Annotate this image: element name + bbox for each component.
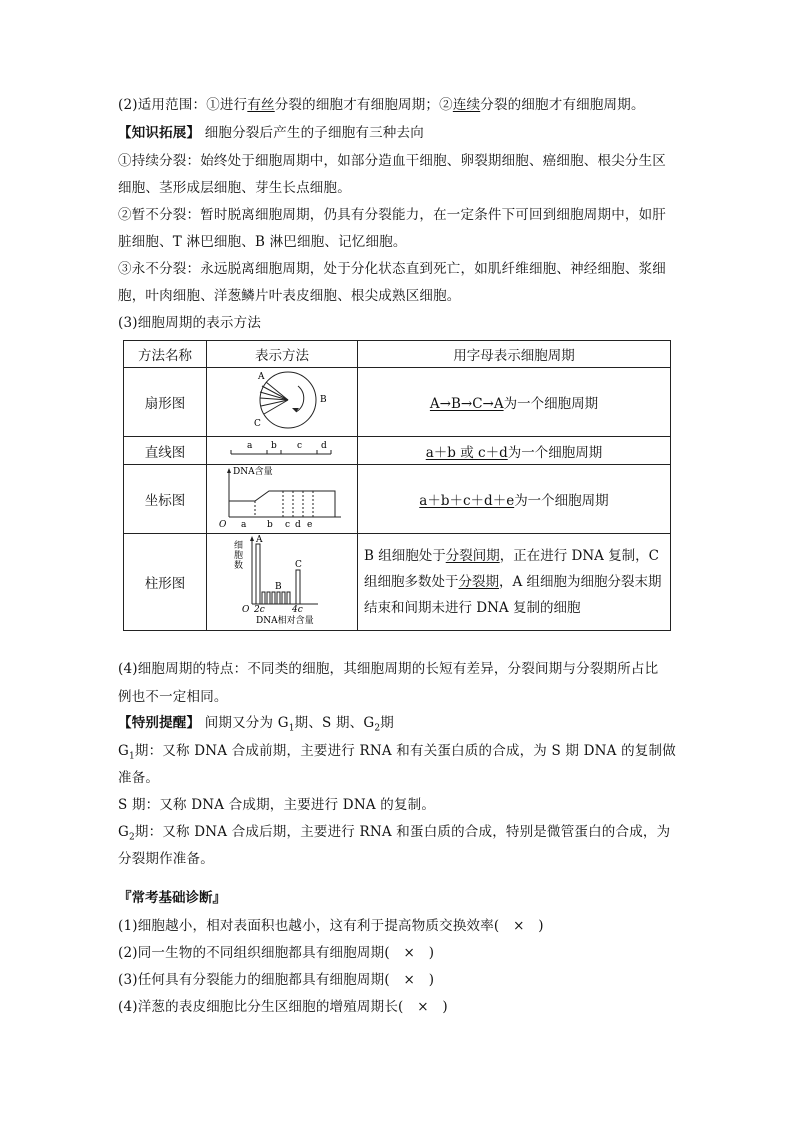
table-row-linear	[124, 437, 671, 465]
table-row-coordinate	[124, 465, 671, 534]
g2-line-1	[118, 823, 678, 847]
arrow-head-icon	[250, 536, 254, 541]
scope-text: (2)适用范围：①进行	[118, 97, 248, 113]
linear-cycle-letters: a＋b 或 c＋d	[425, 444, 508, 461]
pie-description	[358, 368, 671, 437]
knowledge-item-3-line-2: 胞，叶肉细胞、洋葱鳞片叶表皮细胞、根尖成熟区细胞。	[118, 288, 461, 304]
coord-label-b: b	[267, 520, 273, 529]
subscript-1: 1	[128, 751, 135, 762]
knowledge-title: 细胞分裂后产生的子细胞有三种去向	[204, 125, 424, 141]
coord-origin-label: O	[219, 520, 227, 529]
special-heading	[118, 714, 678, 738]
bar-diagram-cell	[207, 534, 358, 631]
coord-y-label: DNA含量	[233, 467, 273, 477]
bar-diagram	[232, 534, 332, 626]
pie-label-c: C	[254, 419, 261, 429]
section-4-line-2: 例也不一定相同。	[118, 689, 228, 705]
bar-origin-label: O	[242, 605, 250, 615]
linear-description	[358, 437, 671, 465]
scope-paragraph	[118, 96, 678, 114]
pie-radius	[264, 400, 288, 414]
table-header: 方法名称	[124, 341, 207, 368]
special-title-text: 期	[380, 715, 394, 731]
linear-label-c: c	[297, 440, 303, 451]
diagnosis-item-3: (3)任何具有分裂能力的细胞都具有细胞周期( × )	[118, 972, 435, 988]
bar-group-b	[287, 592, 290, 604]
g1-line-1	[118, 742, 678, 766]
bar-description	[358, 534, 671, 631]
linear-label-b: b	[271, 440, 277, 451]
method-name: 扇形图	[124, 368, 207, 437]
knowledge-tag: 【知识拓展】	[118, 125, 201, 141]
knowledge-item-1-line-2: 细胞、茎形成层细胞、芽生长点细胞。	[118, 180, 351, 196]
arrow-head-icon	[227, 468, 231, 473]
g1-line-2: 准备。	[118, 770, 160, 786]
coord-label-a: a	[241, 520, 247, 529]
arrow-head-icon	[292, 408, 299, 412]
linear-cycle-text: 为一个细胞周期	[507, 444, 603, 461]
bar-group-c	[296, 570, 300, 604]
scope-text: 分裂的细胞才有细胞周期；②	[274, 97, 453, 113]
g1-text: 期：又称 DNA 合成前期，主要进行 RNA 和有关蛋白质的合成，为 S 期 DNA 的复制做	[134, 743, 676, 759]
g2-label: G	[118, 824, 129, 840]
bar-y-label: 数	[234, 561, 244, 571]
table-row-pie	[124, 368, 671, 437]
cell-cycle-methods-table	[123, 340, 671, 631]
bar-y-label: 细	[234, 541, 244, 551]
coord-cycle-letters: a＋b＋c＋d＋e	[419, 493, 515, 509]
subscript-2: 2	[374, 723, 381, 734]
bar-tick-4c: 4c	[292, 605, 303, 615]
scope-underline-mitosis: 有丝	[247, 97, 275, 113]
special-title-text: 间期又分为 G	[204, 715, 289, 731]
coord-dna-curve	[229, 491, 335, 517]
pie-cycle-text: 为一个细胞周期	[503, 396, 599, 412]
linear-diagram	[227, 438, 337, 460]
pie-cycle-letters: A→B→C→A	[429, 396, 504, 412]
diagnosis-item-2: (2)同一生物的不同组织细胞都具有细胞周期( × )	[118, 945, 435, 961]
g2-text: 期：又称 DNA 合成后期，主要进行 RNA 和蛋白质的合成，特别是微管蛋白的合成，为	[134, 824, 671, 840]
scope-underline-continuous: 连续	[452, 97, 481, 113]
bar-desc-text: ，A 组细胞为细胞分裂末期结束和间期未进行 DNA 复制的细胞	[364, 574, 662, 616]
coordinate-description	[358, 465, 671, 534]
scope-text: 分裂的细胞才有细胞周期。	[480, 97, 645, 113]
table-header: 表示方法	[207, 341, 358, 368]
section-3-title: (3)细胞周期的表示方法	[118, 315, 262, 331]
pie-diagram-cell	[207, 368, 358, 437]
diagnosis-title: 『常考基础诊断』	[118, 890, 226, 906]
section-4-line-1: (4)细胞周期的特点：不同类的细胞，其细胞周期的长短有差异，分裂间期与分裂期所占比	[118, 661, 659, 677]
bar-x-label: DNA相对含量	[256, 616, 314, 626]
table-header-row	[124, 341, 671, 368]
coordinate-diagram	[217, 465, 347, 529]
pie-diagram	[232, 368, 332, 432]
table-row-bar	[124, 534, 671, 631]
knowledge-item-1-line-1: ①持续分裂：始终处于细胞周期中，如部分造血干细胞、卵裂期细胞、癌细胞、根尖分生区	[118, 153, 666, 169]
bar-group-b	[272, 592, 275, 604]
g2-line-2: 分裂期作准备。	[118, 851, 214, 867]
knowledge-item-2-line-1: ②暂不分裂：暂时脱离细胞周期，仍具有分裂能力，在一定条件下可回到细胞周期中，如肝	[118, 207, 666, 223]
bar-label-c: C	[295, 560, 302, 570]
linear-label-d: d	[321, 440, 327, 451]
s-phase-line: S 期：又称 DNA 合成期，主要进行 DNA 的复制。	[118, 797, 436, 813]
bar-desc-text: B 组细胞处于	[364, 548, 446, 564]
method-name: 坐标图	[124, 465, 207, 534]
pie-label-b: B	[320, 395, 327, 405]
coord-label-d: d	[295, 520, 301, 529]
coord-label-e: e	[307, 520, 313, 529]
subscript-1: 1	[288, 723, 295, 734]
method-name: 直线图	[124, 437, 207, 465]
coordinate-diagram-cell	[207, 465, 358, 534]
bar-y-label: 胞	[234, 551, 244, 561]
pie-label-a: A	[258, 372, 265, 382]
bar-group-b	[282, 592, 285, 604]
knowledge-item-3-line-1: ③永不分裂：永远脱离细胞周期，处于分化状态直到死亡，如肌纤维细胞、神经细胞、浆细	[118, 261, 666, 277]
bar-desc-text: ，正在进行 DNA 复制，C 组细胞多数处于	[364, 548, 660, 590]
special-title-text: 期、S 期、G	[294, 715, 375, 731]
coord-label-c: c	[285, 520, 291, 529]
bar-label-a: A	[256, 535, 263, 545]
knowledge-item-2-line-2: 脏细胞、T 淋巴细胞、B 淋巴细胞、记忆细胞。	[118, 234, 407, 250]
bar-desc-mitotic: 分裂期	[458, 574, 499, 590]
g1-label: G	[118, 743, 129, 759]
diagnosis-item-4: (4)洋葱的表皮细胞比分生区细胞的增殖周期长( × )	[118, 999, 448, 1015]
coord-cycle-text: 为一个细胞周期	[514, 493, 609, 509]
linear-diagram-cell	[207, 437, 358, 465]
bar-group-a	[256, 544, 260, 604]
method-name: 柱形图	[124, 534, 207, 631]
bar-desc-interphase: 分裂间期	[445, 548, 500, 564]
diagnosis-item-1: (1)细胞越小，相对表面积也越小，这有利于提高物质交换效率( × )	[118, 918, 544, 934]
pie-radius	[261, 400, 288, 406]
linear-label-a: a	[247, 440, 253, 451]
bar-label-b: B	[275, 582, 282, 592]
knowledge-heading	[118, 124, 678, 142]
pie-radius	[262, 386, 288, 400]
bar-group-b	[262, 592, 265, 604]
bar-group-b	[277, 592, 280, 604]
subscript-2: 2	[128, 832, 135, 843]
special-tag: 【特别提醒】	[118, 715, 201, 731]
bar-tick-2c: 2c	[254, 605, 265, 615]
table-header: 用字母表示细胞周期	[358, 341, 671, 368]
bar-group-b	[267, 592, 270, 604]
